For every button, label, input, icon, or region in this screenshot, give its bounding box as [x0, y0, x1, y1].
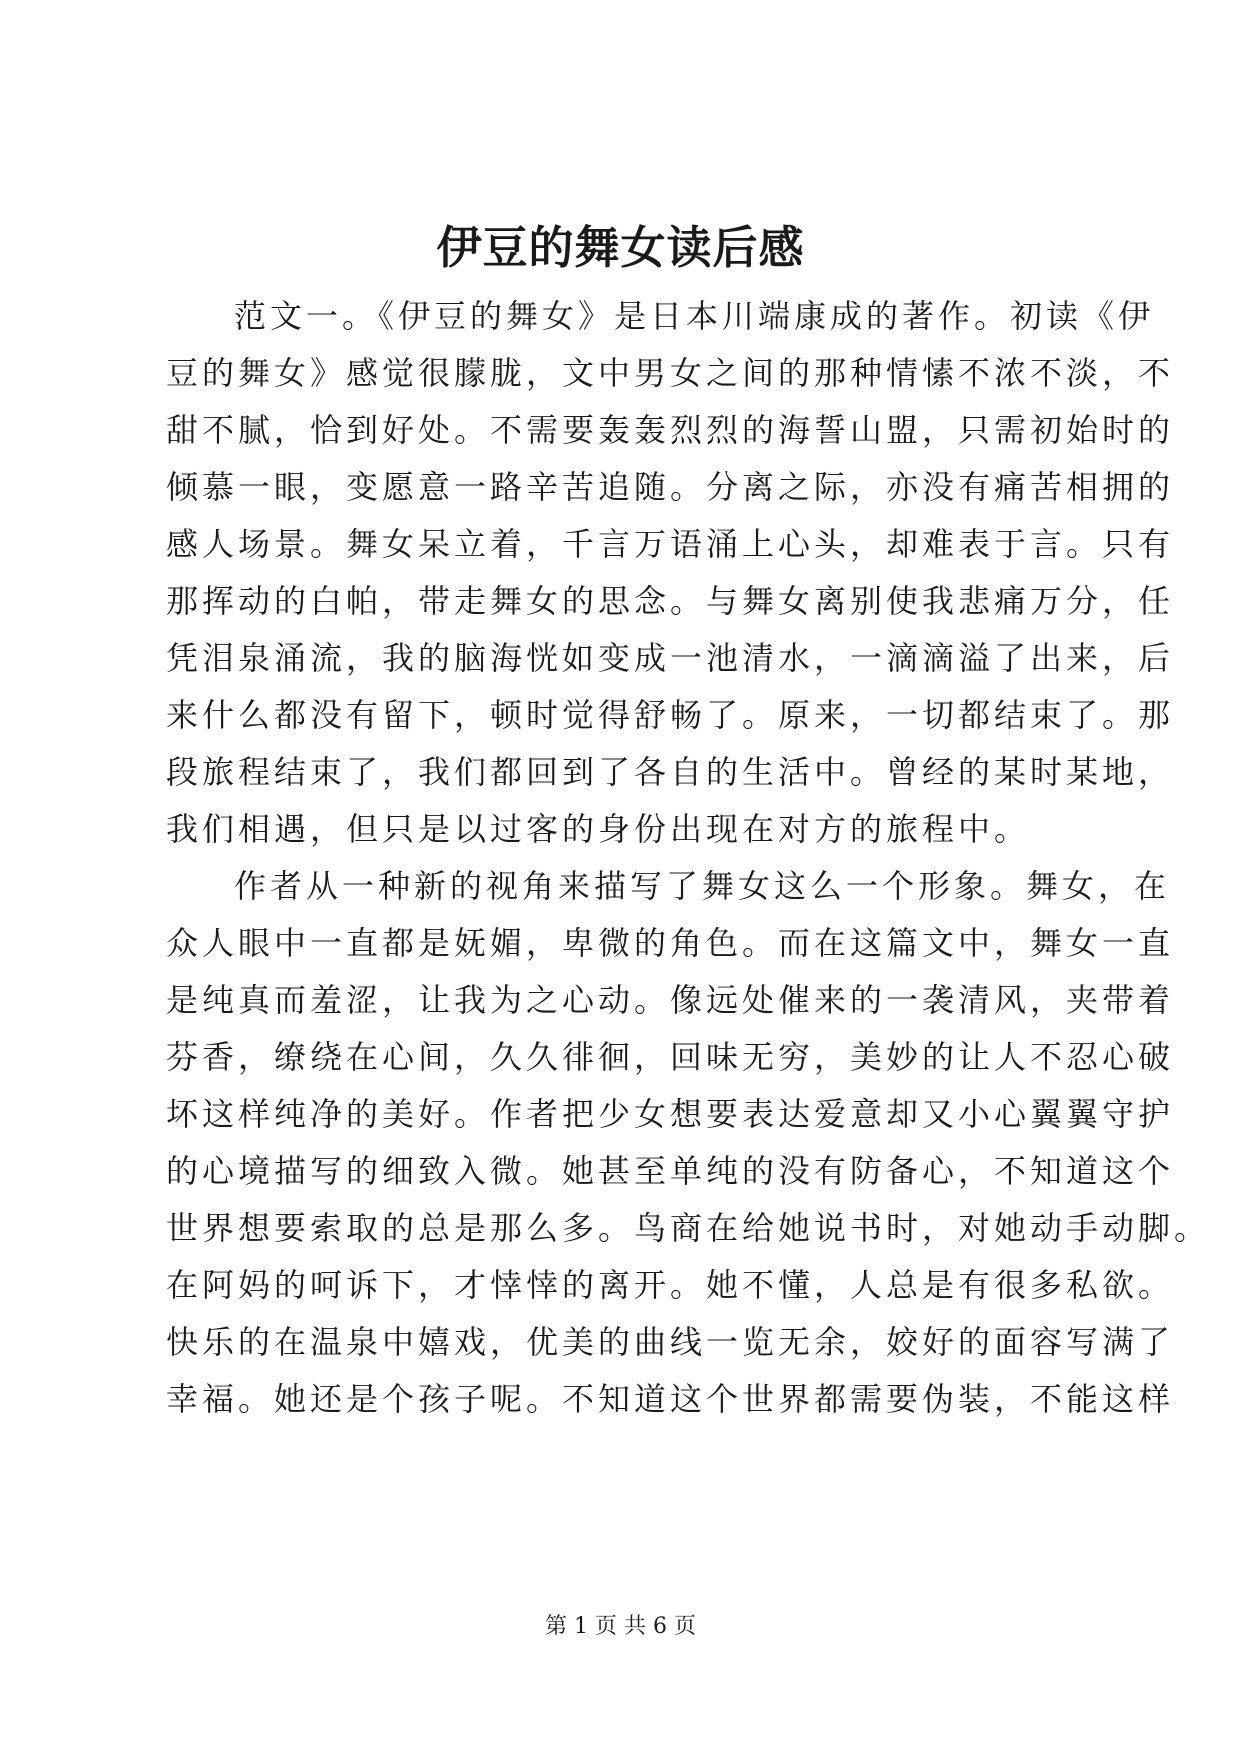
paragraph-line: 豆的舞女》感觉很朦胧，文中男女之间的那种情愫不浓不淡，不 — [166, 354, 1175, 392]
paragraph-line: 范文一。《伊豆的舞女》是日本川端康成的著作。初读《伊 — [234, 297, 1155, 335]
paragraph-line: 那挥动的白帕，带走舞女的思念。与舞女离别使我悲痛万分，任 — [166, 582, 1175, 620]
paragraph-line: 我们相遇，但只是以过客的身份出现在对方的旅程中。 — [166, 810, 1031, 848]
document-title: 伊豆的舞女读后感 — [436, 221, 805, 274]
paragraph-line: 来什么都没有留下，顿时觉得舒畅了。原来，一切都结束了。那 — [166, 696, 1175, 734]
document-body — [166, 288, 1211, 1428]
page-number-footer: 第 1 页 共 6 页 — [545, 1614, 696, 1639]
paragraph-line: 幸福。她还是个孩子呢。不知道这个世界都需要伪装，不能这样 — [166, 1380, 1175, 1418]
paragraph-line: 芬香，缭绕在心间，久久徘徊，回味无穷，美妙的让人不忍心破 — [166, 1038, 1175, 1076]
paragraph-line: 众人眼中一直都是妩媚，卑微的角色。而在这篇文中，舞女一直 — [166, 924, 1175, 962]
paragraph-line: 作者从一种新的视角来描写了舞女这么一个形象。舞女，在 — [234, 867, 1171, 905]
paragraph-line: 快乐的在温泉中嬉戏，优美的曲线一览无余，姣好的面容写满了 — [166, 1323, 1175, 1361]
paragraph — [166, 288, 1175, 858]
paragraph-line: 凭泪泉涌流，我的脑海恍如变成一池清水，一滴滴溢了出来，后 — [166, 639, 1175, 677]
paragraph-line: 坏这样纯净的美好。作者把少女想要表达爱意却又小心翼翼守护 — [166, 1095, 1175, 1133]
paragraph — [166, 858, 1211, 1428]
paragraph-line: 在阿妈的呵诉下，才悻悻的离开。她不懂，人总是有很多私欲。 — [166, 1266, 1175, 1304]
paragraph-line: 甜不腻，恰到好处。不需要轰轰烈烈的海誓山盟，只需初始时的 — [166, 411, 1175, 449]
paragraph-line: 倾慕一眼，变愿意一路辛苦追随。分离之际，亦没有痛苦相拥的 — [166, 468, 1175, 506]
paragraph-line: 段旅程结束了，我们都回到了各自的生活中。曾经的某时某地， — [166, 753, 1175, 791]
paragraph-line: 世界想要索取的总是那么多。鸟商在给她说书时，对她动手动脚。 — [166, 1209, 1211, 1247]
paragraph-line: 感人场景。舞女呆立着，千言万语涌上心头，却难表于言。只有 — [166, 525, 1175, 563]
paragraph-line: 是纯真而羞涩，让我为之心动。像远处催来的一袭清风，夹带着 — [166, 981, 1175, 1019]
paragraph-line: 的心境描写的细致入微。她甚至单纯的没有防备心，不知道这个 — [166, 1152, 1175, 1190]
